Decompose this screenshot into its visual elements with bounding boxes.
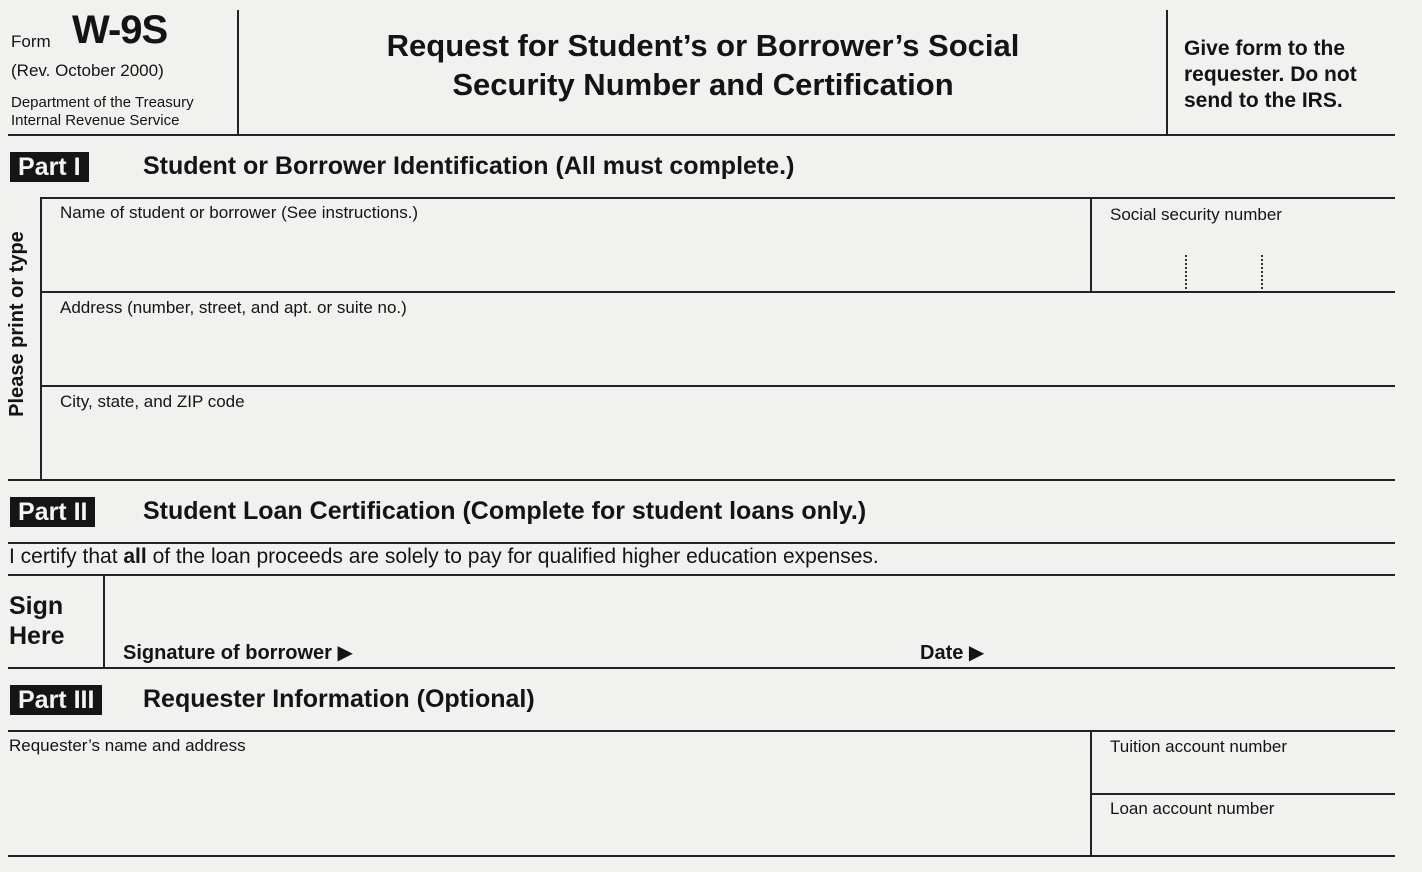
header-note — [1184, 36, 1357, 114]
form-header — [0, 0, 1422, 135]
part2-bottom-rule — [8, 667, 1395, 669]
header-divider-left — [237, 10, 239, 134]
ssn-separator-1 — [1185, 255, 1187, 289]
sign-here-line2: Here — [9, 622, 65, 650]
header-note-line2: requester. Do not — [1184, 63, 1357, 86]
header-note-line1: Give form to the — [1184, 37, 1346, 60]
sign-here-label — [9, 591, 65, 651]
city-state-zip-label: City, state, and ZIP code — [60, 392, 245, 411]
part3-badge: Part III — [10, 685, 102, 715]
print-or-type-text: Please print or type — [6, 231, 28, 417]
part3-bottom-rule — [8, 855, 1395, 857]
loan-account-field[interactable] — [1092, 795, 1395, 854]
header-note-line3: send to the IRS. — [1184, 89, 1343, 112]
certification-statement — [9, 545, 879, 569]
part2-title: Student Loan Certification (Complete for student loans only.) — [143, 497, 867, 525]
certification-text-pre: I certify that — [9, 545, 124, 568]
address-field[interactable] — [42, 293, 1395, 385]
department-line: Department of the Treasury — [11, 94, 194, 111]
signature-label: Signature of borrower ▶ — [123, 642, 353, 664]
student-name-field[interactable] — [42, 199, 1089, 291]
part2-top-rule — [8, 542, 1395, 544]
tuition-account-field[interactable] — [1092, 732, 1395, 793]
part1-bottom-rule — [8, 479, 1395, 481]
ssn-field[interactable] — [1092, 199, 1395, 291]
date-field[interactable] — [900, 576, 1395, 667]
agency-line: Internal Revenue Service — [11, 112, 180, 129]
part1-title: Student or Borrower Identification (All must complete.) — [143, 152, 795, 180]
sign-here-line1: Sign — [9, 592, 64, 620]
date-label: Date ▶ — [920, 642, 985, 664]
ssn-label: Social security number — [1110, 205, 1282, 224]
form-revision: (Rev. October 2000) — [11, 61, 164, 80]
address-label: Address (number, street, and apt. or suite no.) — [60, 298, 407, 317]
form-word: Form — [11, 32, 51, 51]
signature-field[interactable] — [105, 576, 900, 667]
header-bottom-rule — [8, 134, 1395, 136]
part1-badge: Part I — [10, 152, 89, 182]
ssn-separator-2 — [1261, 255, 1263, 289]
print-or-type-side-label — [6, 224, 29, 424]
header-divider-right — [1166, 10, 1168, 134]
tuition-account-label: Tuition account number — [1110, 737, 1288, 756]
requester-name-address-field[interactable] — [8, 732, 1089, 854]
certification-text-bold: all — [123, 545, 147, 568]
form-title — [240, 26, 1166, 104]
form-number: W-9S — [72, 8, 168, 52]
part3-title: Requester Information (Optional) — [143, 685, 535, 713]
form-title-line1: Request for Student’s or Borrower’s Social — [386, 28, 1020, 63]
requester-name-address-label: Requester’s name and address — [9, 736, 246, 755]
student-name-label: Name of student or borrower (See instructions.) — [60, 203, 419, 222]
form-title-line2: Security Number and Certification — [452, 67, 954, 102]
certification-text-post: of the loan proceeds are solely to pay for qualified higher education expenses. — [146, 545, 879, 568]
part2-badge: Part II — [10, 497, 95, 527]
city-state-zip-field[interactable] — [42, 387, 1395, 479]
loan-account-label: Loan account number — [1110, 799, 1275, 818]
